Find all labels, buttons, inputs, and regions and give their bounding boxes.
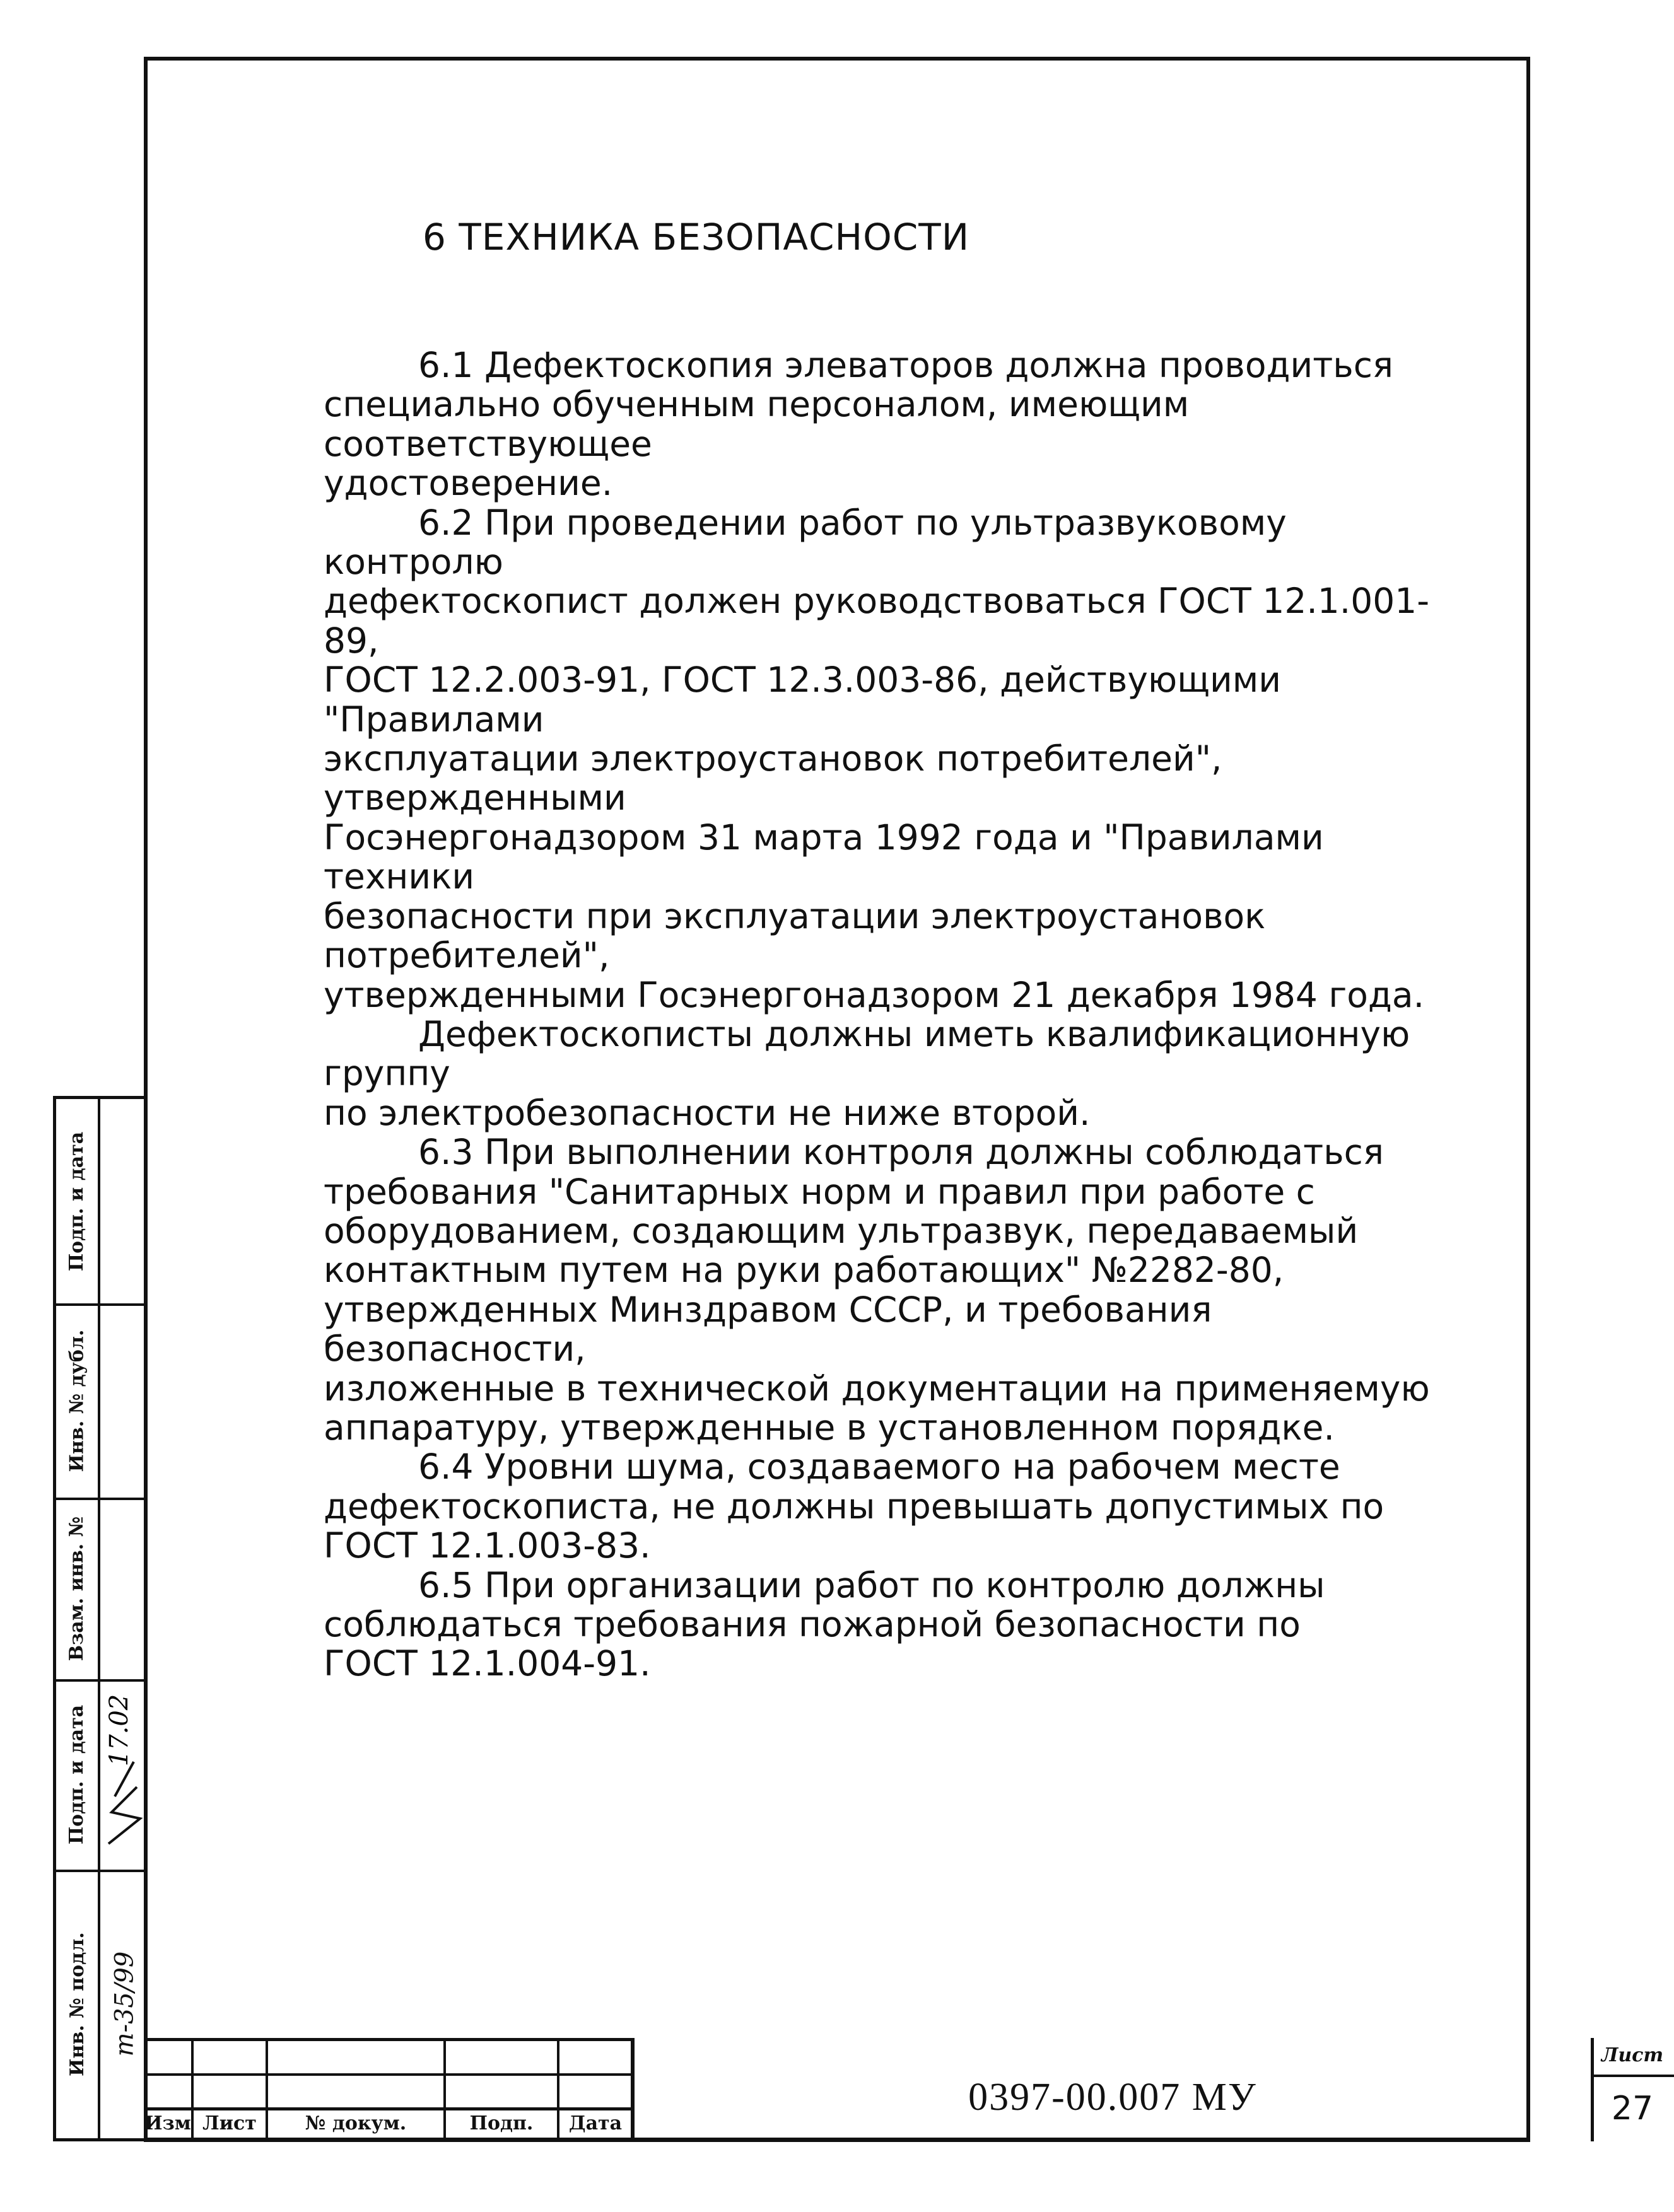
handwritten-signature-date xyxy=(100,1679,148,1870)
text-line: дефектоскопист должен руководствоваться ГОСТ 12.1.001-89, xyxy=(324,581,1430,661)
text-line: 6.2 При проведении работ по ультразвуковому контролю xyxy=(324,502,1287,583)
tb-header-data: Дата xyxy=(568,2112,623,2134)
text-line: утвержденными Госэнергонадзором 21 декабря 1984 года. xyxy=(324,974,1425,1015)
section-title: 6 ТЕХНИКА БЕЗОПАСНОСТИ xyxy=(423,216,970,259)
text-line: удостоверение. xyxy=(324,463,613,504)
text-line: оборудованием, создающим ультразвук, передаваемый xyxy=(324,1210,1359,1251)
text-line: требования "Санитарных норм и правил при работе с xyxy=(324,1171,1315,1212)
svg-text:17.02: 17.02 xyxy=(105,1694,134,1767)
tb-header-list: Лист xyxy=(202,2112,257,2134)
text-line: Дефектоскописты должны иметь квалификационную группу xyxy=(324,1013,1410,1094)
side-label-podp-data-2: Подп. и дата xyxy=(66,1131,88,1271)
text-line: изложенные в технической документации на применяемую xyxy=(324,1368,1430,1409)
text-line: эксплуатации электроустановок потребителей", утвержденными xyxy=(324,738,1222,818)
text-line: ГОСТ 12.2.003-91, ГОСТ 12.3.003-86, действующими "Правилами xyxy=(324,660,1282,740)
text-line: 6.5 При организации работ по контролю должны xyxy=(418,1564,1325,1605)
tb-header-podp: Подп. xyxy=(469,2112,534,2134)
handwritten-inv-number: т-35/99 xyxy=(110,1951,139,2057)
side-label-vzam-inv: Взам. инв. № xyxy=(66,1516,88,1661)
text-line: безопасности при эксплуатации электроустановок потребителей", xyxy=(324,895,1266,976)
tb-header-izm: Изм xyxy=(144,2112,191,2134)
signature-icon xyxy=(102,1686,146,1863)
side-label-inv-podl: Инв. № подл. xyxy=(66,1931,88,2076)
text-line: 6.4 Уровни шума, создаваемого на рабочем месте xyxy=(418,1447,1340,1487)
text-line: 6.3 При выполнении контроля должны соблюдаться xyxy=(418,1132,1384,1173)
text-line: по электробезопасности не ниже второй. xyxy=(324,1092,1091,1133)
sheet-label: Лист xyxy=(1601,2044,1664,2066)
text-line: специально обученным персоналом, имеющим соответствующее xyxy=(324,384,1190,464)
text-line: Госэнергонадзором 31 марта 1992 года и "Правилами техники xyxy=(324,817,1324,897)
side-label-inv-dubl: Инв. № дубл. xyxy=(66,1329,88,1472)
text-line: ГОСТ 12.1.004-91. xyxy=(324,1643,651,1684)
title-block xyxy=(144,2038,1664,2141)
text-line: дефектоскописта, не должны превышать допустимых по xyxy=(324,1486,1384,1527)
text-line: контактным путем на руки работающих" №2282-80, xyxy=(324,1250,1284,1291)
tb-header-doc-num: № докум. xyxy=(305,2112,407,2134)
side-stamp xyxy=(53,1096,148,2141)
text-line: соблюдаться требования пожарной безопасности по xyxy=(324,1604,1301,1644)
text-line: утвержденных Минздравом СССР, и требования безопасности, xyxy=(324,1289,1212,1370)
sheet-number: 27 xyxy=(1611,2090,1654,2128)
text-line: аппаратуру, утвержденные в установленном порядке. xyxy=(324,1407,1335,1448)
side-label-podp-data: Подп. и дата xyxy=(66,1704,88,1844)
text-line: ГОСТ 12.1.003-83. xyxy=(324,1525,651,1566)
text-line: 6.1 Дефектоскопия элеваторов должна проводиться xyxy=(418,345,1394,385)
body-text xyxy=(324,346,1453,1684)
document-code: 0397-00.007 МУ xyxy=(968,2075,1257,2119)
